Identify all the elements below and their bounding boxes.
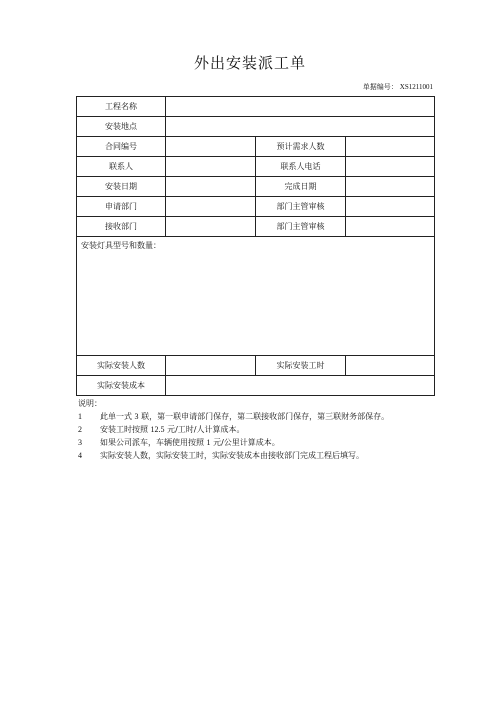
note-text: 如果公司派车，车辆使用按照 1 元/公里计算成本。: [100, 438, 280, 447]
note-text: 安装工时按照 12.5 元/工时/人计算成本。: [100, 425, 245, 434]
install-location-label: 安装地点: [77, 117, 166, 137]
notes-section: [78, 397, 438, 462]
receiving-dept-label: 接收部门: [77, 217, 166, 237]
document-number-value: XS1211001: [399, 83, 433, 91]
table-row: [77, 376, 435, 396]
note-number: 2: [78, 425, 82, 434]
document-number-label: 单据编号：: [362, 83, 398, 91]
install-date-field[interactable]: [166, 177, 256, 197]
lamp-model-quantity-area[interactable]: [77, 237, 435, 356]
note-number: 3: [78, 438, 82, 447]
estimated-headcount-field[interactable]: [346, 137, 435, 157]
requesting-dept-field[interactable]: [166, 197, 256, 217]
dept-review-field[interactable]: [346, 197, 435, 217]
note-number: 4: [78, 451, 82, 460]
requesting-dept-label: 申请部门: [77, 197, 166, 217]
actual-cost-label: 实际安装成本: [77, 376, 166, 396]
table-row: [77, 217, 435, 237]
note-item: [78, 449, 438, 462]
document-number: [363, 82, 433, 92]
actual-hours-label: 实际安装工时: [256, 356, 346, 376]
actual-hours-field[interactable]: [346, 356, 435, 376]
contract-no-label: 合同编号: [77, 137, 166, 157]
estimated-headcount-label: 预计需求人数: [256, 137, 346, 157]
complete-date-field[interactable]: [346, 177, 435, 197]
project-name-label: 工程名称: [77, 97, 166, 117]
contact-phone-field[interactable]: [346, 157, 435, 177]
receiving-dept-field[interactable]: [166, 217, 256, 237]
note-item: [78, 423, 438, 436]
complete-date-label: 完成日期: [256, 177, 346, 197]
table-row: [77, 197, 435, 217]
table-row: [77, 356, 435, 376]
note-text: 此单一式 3 联，第一联申请部门保存，第二联接收部门保存，第三联财务部保存。: [100, 412, 390, 421]
actual-headcount-field[interactable]: [166, 356, 256, 376]
dept-review-label: 部门主管审核: [256, 197, 346, 217]
contact-label: 联系人: [77, 157, 166, 177]
table-row: [77, 157, 435, 177]
table-row: [77, 137, 435, 157]
note-item: [78, 410, 438, 423]
table-row: [77, 177, 435, 197]
contract-no-field[interactable]: [166, 137, 256, 157]
project-name-field[interactable]: [166, 97, 435, 117]
dept-review-field-2[interactable]: [346, 217, 435, 237]
notes-heading: 说明：: [78, 399, 102, 408]
install-location-field[interactable]: [166, 117, 435, 137]
dispatch-form-table: [76, 96, 435, 396]
note-text: 实际安装人数，实际安装工时，实际安装成本由接收部门完成工程后填写。: [100, 451, 364, 460]
contact-phone-label: 联系人电话: [256, 157, 346, 177]
table-row: [77, 97, 435, 117]
lamp-model-quantity-label: 安装灯具型号和数量：: [81, 241, 161, 250]
dept-review-label-2: 部门主管审核: [256, 217, 346, 237]
install-date-label: 安装日期: [77, 177, 166, 197]
actual-headcount-label: 实际安装人数: [77, 356, 166, 376]
page-title: 外出安装派工单: [193, 54, 306, 72]
table-row: [77, 117, 435, 137]
table-row: [77, 237, 435, 356]
contact-field[interactable]: [166, 157, 256, 177]
note-item: [78, 436, 438, 449]
actual-cost-field[interactable]: [166, 376, 435, 396]
note-number: 1: [78, 412, 82, 421]
